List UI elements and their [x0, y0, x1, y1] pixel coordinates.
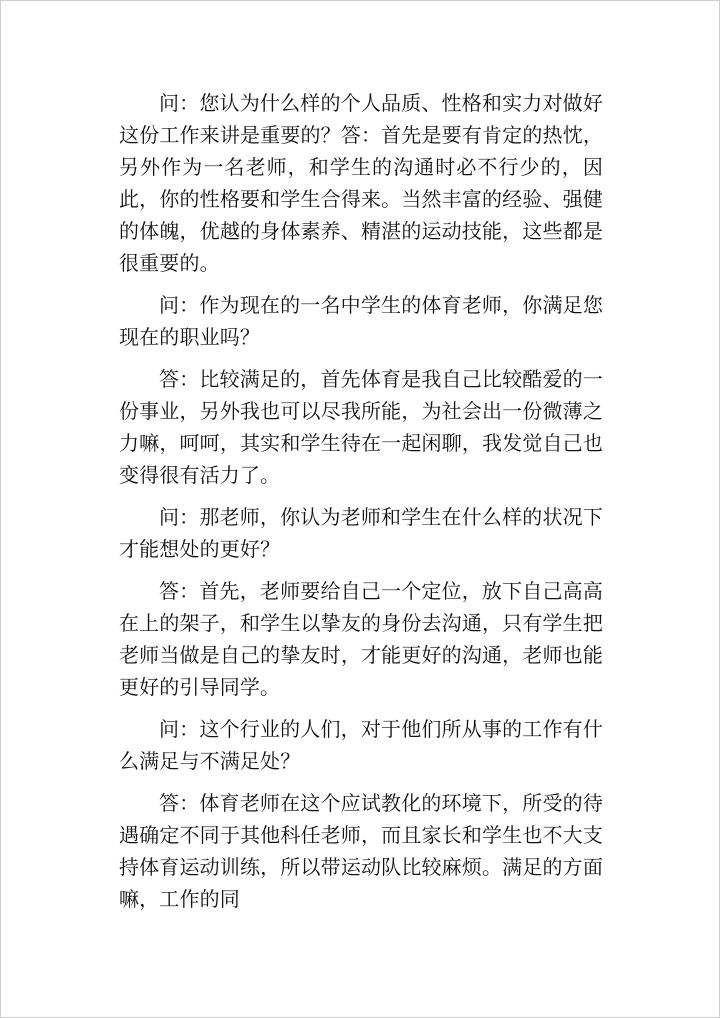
paragraph-7: 答：体育老师在这个应试教化的环境下，所受的待遇确定不同于其他科任老师，而且家长和学生也不大支持体育运动训练，所以带运动队比较麻烦。满足的方面嘛，工作的同 [119, 791, 603, 911]
paragraph-4: 问：那老师，你认为老师和学生在什么样的状况下才能想处的更好？ [119, 505, 603, 561]
paragraph-1: 问：您认为什么样的个人品质、性格和实力对做好这份工作来讲是重要的？答：首先是要有肯定的热忱，另外作为一名老师，和学生的沟通时必不行少的，因此，你的性格要和学生合得来。当然丰富的经验、强健的体魄，优越的身体素养、精湛的运动技能，这些都是很重要的。 [119, 91, 603, 275]
paragraph-2: 问：作为现在的一名中学生的体育老师，你满足您现在的职业吗？ [119, 293, 603, 349]
body-text [119, 87, 603, 925]
paragraph-6: 问：这个行业的人们，对于他们所从事的工作有什么满足与不满足处？ [119, 717, 603, 773]
paragraph-3: 答：比较满足的，首先体育是我自己比较酷爱的一份事业，另外我也可以尽我所能，为社会出一份微薄之力嘛，呵呵，其实和学生待在一起闲聊，我发觉自己也变得很有活力了。 [119, 367, 603, 487]
paragraph-5: 答：首先，老师要给自己一个定位，放下自己高高在上的架子，和学生以挚友的身份去沟通，只有学生把老师当做是自己的挚友时，才能更好的沟通，老师也能更好的引导同学。 [119, 579, 603, 699]
